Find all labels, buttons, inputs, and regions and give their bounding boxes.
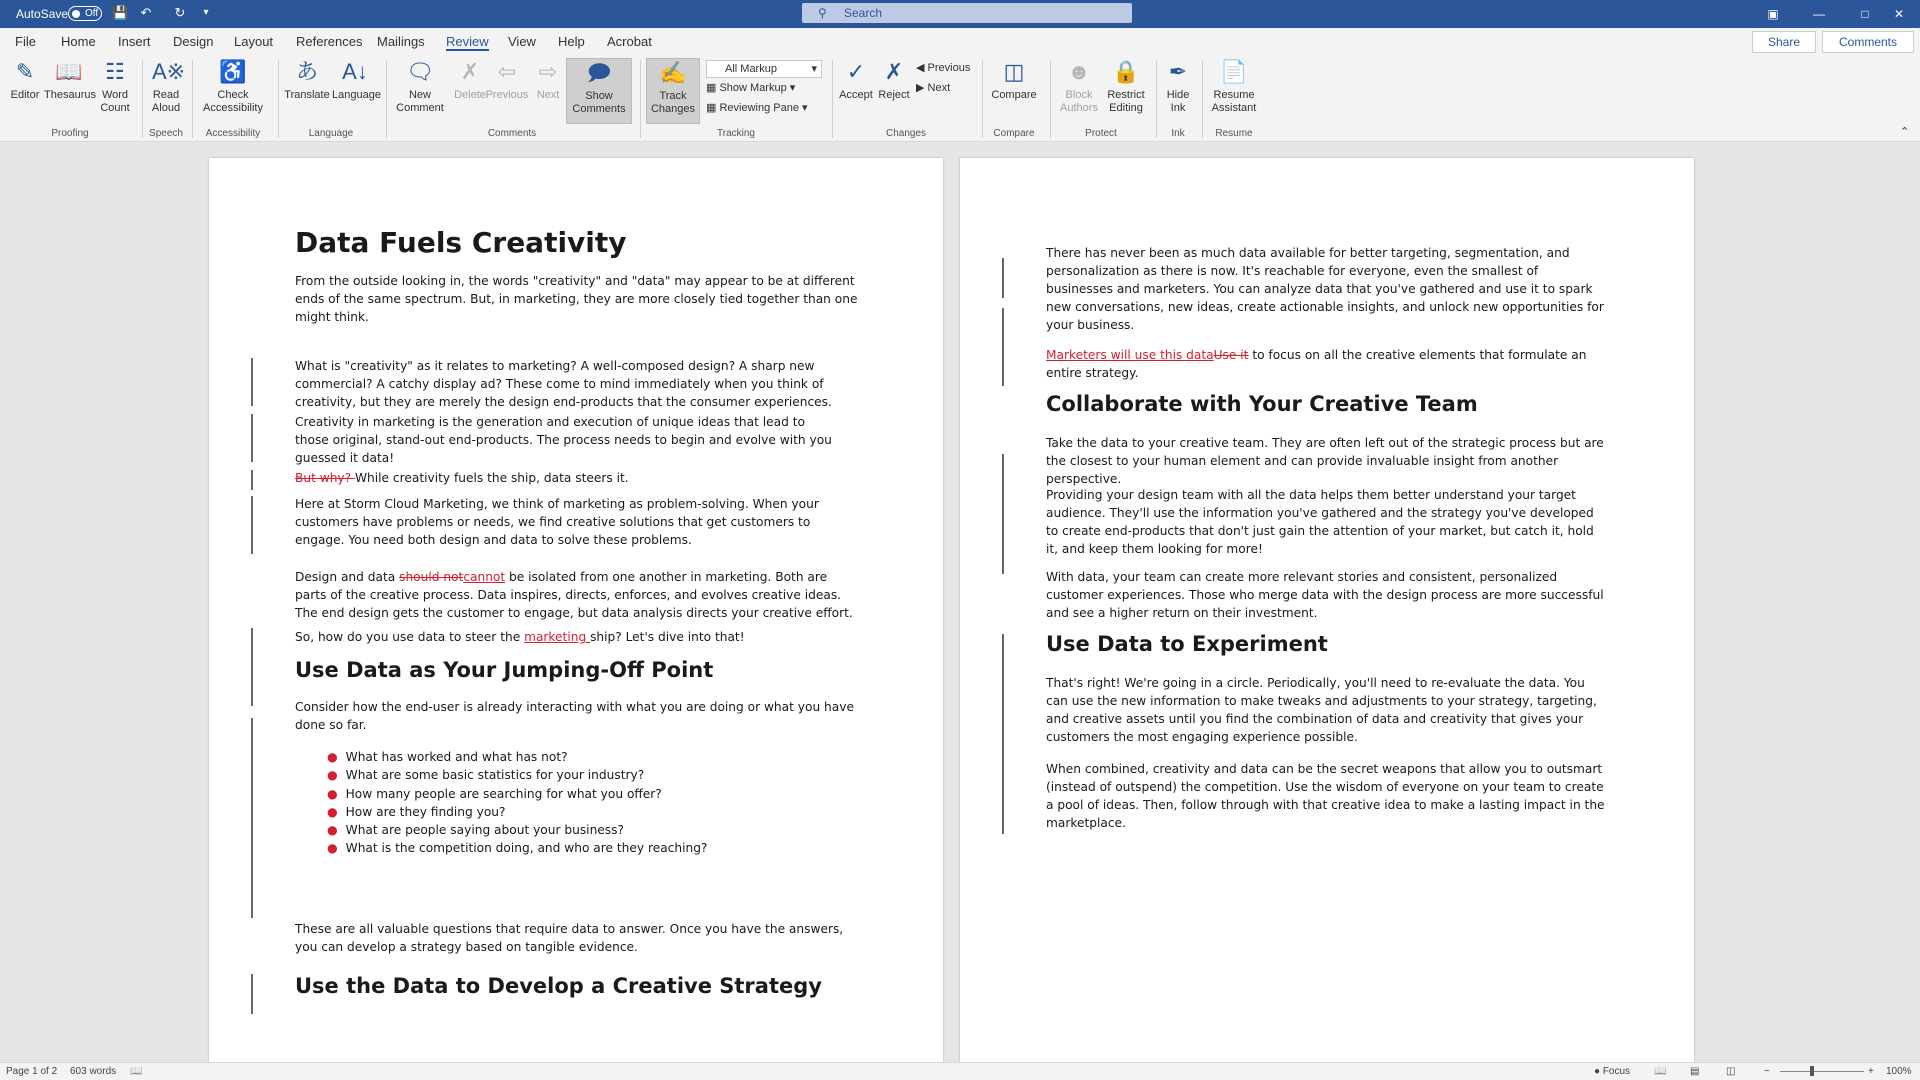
check-accessibility-button[interactable]: ♿ Check Accessibility bbox=[203, 59, 263, 114]
undo-icon[interactable]: ↶ bbox=[140, 5, 152, 20]
previous-comment-icon: ⇦ bbox=[497, 59, 517, 84]
change-bar bbox=[1002, 634, 1004, 834]
heading-jumping-off[interactable]: Use Data as Your Jumping-Off Point bbox=[295, 658, 714, 682]
language-icon: A↓ bbox=[342, 59, 368, 84]
comments-button[interactable]: Comments bbox=[1822, 31, 1914, 53]
tab-references[interactable]: References bbox=[296, 34, 363, 49]
compare-icon: ◫ bbox=[1003, 59, 1025, 84]
web-layout-icon[interactable]: ◫ bbox=[1726, 1066, 1736, 1077]
group-comments-label: Comments bbox=[487, 128, 537, 139]
block-authors-icon: ☻ bbox=[1067, 59, 1091, 84]
document-canvas bbox=[0, 142, 1920, 1062]
paragraph[interactable]: What is "creativity" as it relates to marketing? A well-composed design? A sharp new commercial? A catchy display ad? These come to mind immediately when you think of creativity, but they are merely the design end-products that the consumer experiences. bbox=[295, 359, 832, 409]
language-button[interactable]: A↓ Language bbox=[332, 59, 381, 101]
paragraph[interactable]: Providing your design team with all the data helps them better understand your target audience. They'll use the information you've gathered and the strategy you've developed to create end-products that don't just gain the attention of your market, but catch it, hold it, and keep them looking for more! bbox=[1046, 488, 1594, 556]
accessibility-icon: ♿ bbox=[219, 59, 247, 84]
paragraph[interactable]: With data, your team can create more relevant stories and consistent, personalized customer experiences. Those who merge data with the design process are more successful and see a higher return on their investment. bbox=[1046, 570, 1604, 620]
paragraph[interactable]: Marketers will use this dataUse it to focus on all the creative elements that formulate an entire strategy. bbox=[1046, 348, 1587, 380]
change-bar bbox=[251, 974, 253, 1014]
close-icon[interactable]: ✕ bbox=[1893, 7, 1905, 21]
tab-acrobat[interactable]: Acrobat bbox=[607, 34, 652, 49]
word-count-button[interactable]: ☷ Word Count bbox=[100, 59, 130, 114]
group-compare-label: Compare bbox=[993, 128, 1035, 139]
previous-comment-button[interactable]: ⇦ Previous bbox=[485, 59, 529, 101]
translate-icon: あ bbox=[295, 59, 318, 84]
list-item[interactable]: ● What are some basic statistics for your industry? bbox=[327, 768, 645, 783]
block-authors-button[interactable]: ☻ Block Authors bbox=[1060, 59, 1098, 114]
editor-icon: ✎ bbox=[15, 59, 35, 84]
bullet-icon: ● bbox=[327, 841, 338, 856]
divider bbox=[832, 60, 833, 138]
group-speech-label: Speech bbox=[149, 128, 183, 139]
tab-design[interactable]: Design bbox=[173, 34, 214, 49]
zoom-level[interactable]: 100% bbox=[1886, 1066, 1912, 1077]
page-2 bbox=[960, 158, 1694, 1062]
change-bar bbox=[251, 496, 253, 554]
tab-review[interactable]: Review bbox=[446, 34, 489, 49]
delete-comment-button[interactable]: ✗ Delete bbox=[454, 59, 486, 101]
deleted-text: Use it bbox=[1213, 348, 1249, 362]
bullet-icon: ● bbox=[327, 768, 338, 783]
restrict-editing-button[interactable]: 🔒 Restrict Editing bbox=[1107, 59, 1145, 114]
group-changes-label: Changes bbox=[885, 128, 927, 139]
customize-qat-icon[interactable]: ▾ bbox=[203, 7, 209, 18]
doc-title[interactable]: Data Fuels Creativity bbox=[295, 226, 627, 259]
bullet-icon: ● bbox=[327, 804, 338, 819]
paragraph[interactable]: Design and data should notcannot be isolated from one another in marketing. Both are parts of the creative process. Data inspires, directs, enforces, and evolves creative ideas. The end design gets the customer to engage, but data analysis directs your creative effort. bbox=[295, 570, 853, 620]
group-tracking-label: Tracking bbox=[717, 128, 755, 139]
paragraph[interactable]: Consider how the end-user is already interacting with what you are doing or what you have done so far. bbox=[295, 700, 854, 732]
chevron-down-icon: ▾ bbox=[811, 63, 817, 75]
previous-change-button[interactable]: ◀ Previous bbox=[916, 62, 971, 74]
change-bar bbox=[251, 628, 253, 706]
group-language-label: Language bbox=[308, 128, 354, 139]
change-bar bbox=[1002, 308, 1004, 386]
ribbon-display-icon[interactable]: ▣ bbox=[1767, 7, 1779, 21]
group-protect-label: Protect bbox=[1085, 128, 1117, 139]
search-icon: ⚲ bbox=[818, 6, 827, 20]
word-count-icon: ☷ bbox=[105, 59, 125, 84]
change-bar bbox=[251, 470, 253, 490]
delete-comment-icon: ✗ bbox=[460, 59, 480, 84]
tab-layout[interactable]: Layout bbox=[234, 34, 274, 49]
tab-home[interactable]: Home bbox=[61, 34, 96, 49]
next-change-button[interactable]: ▶ Next bbox=[916, 82, 951, 94]
ribbon-tabs bbox=[0, 28, 1920, 56]
page-1 bbox=[209, 158, 943, 1062]
next-comment-button[interactable]: ⇨ Next bbox=[530, 58, 566, 102]
tab-insert[interactable]: Insert bbox=[118, 34, 151, 49]
group-resume-label: Resume bbox=[1215, 128, 1253, 139]
track-changes-button[interactable]: ✍ Track Changes bbox=[646, 58, 700, 124]
reviewing-pane-button[interactable]: ▦ Reviewing Pane ▾ bbox=[706, 102, 808, 114]
reject-icon: ✗ bbox=[884, 59, 904, 84]
list-item[interactable]: ● How many people are searching for what you offer? bbox=[327, 786, 662, 801]
bullet-icon: ● bbox=[327, 786, 338, 801]
divider bbox=[1156, 60, 1157, 138]
change-bar bbox=[1002, 258, 1004, 298]
divider bbox=[278, 60, 279, 138]
hide-ink-button[interactable]: ✒ Hide Ink bbox=[1160, 58, 1196, 115]
paragraph[interactable]: Take the data to your creative team. They are often left out of the strategic process but are the closest to your human element and can provide invaluable insight from another perspective. bbox=[1046, 436, 1604, 486]
title-bar bbox=[0, 0, 1920, 28]
track-changes-icon: ✍ bbox=[659, 60, 687, 85]
bullet-list bbox=[305, 748, 845, 858]
inserted-text: marketing bbox=[524, 630, 591, 644]
list-item[interactable]: ● How are they finding you? bbox=[327, 804, 506, 819]
read-aloud-icon: A※ bbox=[152, 59, 186, 84]
heading-experiment[interactable]: Use Data to Experiment bbox=[1046, 632, 1328, 656]
zoom-out-icon[interactable]: − bbox=[1764, 1066, 1770, 1077]
paragraph[interactable]: So, how do you use data to steer the marketing ship? Let's dive into that! bbox=[295, 630, 745, 644]
bullet-icon: ● bbox=[327, 823, 338, 838]
list-item[interactable]: ● What are people saying about your business? bbox=[327, 823, 624, 838]
autosave-toggle[interactable]: Off bbox=[68, 6, 102, 21]
group-ink-label: Ink bbox=[1171, 128, 1185, 139]
word-count-indicator[interactable]: 603 words bbox=[70, 1066, 117, 1077]
thesaurus-button[interactable]: 📖 Thesaurus bbox=[44, 59, 96, 101]
paragraph[interactable]: From the outside looking in, the words "creativity" and "data" may appear to be at different ends of the same spectrum. But, in marketing, they are more closely tied together than one might think. bbox=[295, 274, 858, 324]
tab-mailings[interactable]: Mailings bbox=[377, 34, 425, 49]
show-comments-icon: 🗩 bbox=[586, 60, 612, 85]
tab-file[interactable]: File bbox=[15, 34, 36, 49]
read-mode-icon[interactable]: 📖 bbox=[1654, 1066, 1667, 1077]
list-item[interactable]: ● What has worked and what has not? bbox=[327, 750, 568, 764]
collapse-ribbon-icon[interactable]: ⌃ bbox=[1900, 126, 1910, 138]
paragraph[interactable]: That's right! We're going in a circle. Periodically, you'll need to re-evaluate the data. You can use the new information to make tweaks and adjustments to your strategy, targeting, and creative assets until you find the combination of data and creativity that gives your customers the most engaging experience possible. bbox=[1046, 676, 1597, 744]
divider bbox=[192, 60, 193, 138]
change-bar bbox=[251, 414, 253, 462]
next-comment-icon: ⇨ bbox=[538, 59, 558, 84]
deleted-text: But why? bbox=[295, 471, 355, 485]
zoom-slider-thumb[interactable] bbox=[1810, 1066, 1814, 1076]
deleted-text: should not bbox=[399, 570, 464, 584]
change-bar bbox=[251, 718, 253, 918]
divider bbox=[982, 60, 983, 138]
divider bbox=[1050, 60, 1051, 138]
page-indicator[interactable]: Page 1 of 2 bbox=[6, 1066, 58, 1077]
review-ribbon bbox=[0, 56, 1920, 142]
reject-button[interactable]: ✗ Reject bbox=[878, 59, 910, 101]
paragraph[interactable]: Creativity in marketing is the generation and execution of unique ideas that lead to those original, stand-out end-products. The process needs to begin and evolve with you guessed it data! bbox=[295, 415, 832, 465]
show-comments-button[interactable]: 🗩 Show Comments bbox=[566, 58, 632, 124]
heading-creative-strategy[interactable]: Use the Data to Develop a Creative Strategy bbox=[295, 974, 822, 998]
group-proofing-label: Proofing bbox=[51, 128, 89, 139]
zoom-slider[interactable] bbox=[1780, 1071, 1864, 1072]
markup-display-dropdown[interactable]: All Markup ▾ bbox=[706, 60, 822, 78]
paragraph[interactable]: These are all valuable questions that require data to answer. Once you have the answers, you can develop a strategy based on tangible evidence. bbox=[295, 922, 844, 954]
show-markup-button[interactable]: ▦ Show Markup ▾ bbox=[706, 82, 796, 94]
print-layout-icon[interactable]: ▤ bbox=[1690, 1066, 1700, 1077]
heading-collaborate[interactable]: Collaborate with Your Creative Team bbox=[1046, 392, 1478, 416]
status-bar bbox=[0, 1062, 1920, 1080]
minimize-icon[interactable]: — bbox=[1813, 7, 1825, 21]
paragraph[interactable]: Here at Storm Cloud Marketing, we think of marketing as problem-solving. When your customers have problems or needs, we find creative solutions that get customers to engage. You need both design and data to solve these problems. bbox=[295, 497, 819, 547]
share-button[interactable]: Share bbox=[1752, 31, 1816, 53]
lock-icon: 🔒 bbox=[1112, 59, 1140, 84]
resume-icon: 📄 bbox=[1220, 59, 1248, 84]
divider bbox=[640, 60, 641, 138]
paragraph[interactable]: But why? While creativity fuels the ship, data steers it. bbox=[295, 471, 629, 485]
bullet-icon: ● bbox=[327, 750, 338, 764]
inserted-text: cannot bbox=[463, 570, 506, 584]
inserted-text: Marketers will use this data bbox=[1046, 348, 1214, 362]
save-icon[interactable]: 💾 bbox=[112, 5, 129, 20]
ink-icon: ✒ bbox=[1168, 59, 1188, 84]
divider bbox=[386, 60, 387, 138]
focus-button[interactable]: ● Focus bbox=[1594, 1066, 1631, 1077]
accept-icon: ✓ bbox=[846, 59, 866, 84]
search-box[interactable]: ⚲ Search bbox=[802, 3, 1132, 23]
editor-button[interactable]: ✎ Editor bbox=[10, 59, 40, 101]
divider bbox=[142, 60, 143, 138]
accept-button[interactable]: ✓ Accept bbox=[839, 59, 873, 101]
maximize-icon[interactable]: □ bbox=[1861, 7, 1869, 21]
paragraph[interactable]: When combined, creativity and data can be the secret weapons that allow you to outsmart (instead of outspend) the competition. Use the wisdom of everyone on your team to create a pool of ideas. Then, follow through with that creative idea to make a lasting impact in the marketplace. bbox=[1046, 762, 1605, 830]
change-bar bbox=[251, 358, 253, 406]
autosave-label: AutoSave bbox=[16, 7, 69, 21]
tab-help[interactable]: Help bbox=[558, 34, 585, 49]
compare-button[interactable]: ◫ Compare bbox=[991, 59, 1037, 101]
new-comment-button[interactable]: 🗨 New Comment bbox=[396, 59, 444, 114]
zoom-in-icon[interactable]: + bbox=[1868, 1066, 1874, 1077]
new-comment-icon: 🗨 bbox=[406, 59, 434, 84]
proofing-icon[interactable]: 📖 bbox=[130, 1066, 143, 1077]
translate-button[interactable]: あ Translate bbox=[284, 59, 330, 101]
group-accessibility-label: Accessibility bbox=[205, 128, 261, 139]
read-aloud-button[interactable]: A※ Read Aloud bbox=[151, 59, 186, 114]
change-bar bbox=[1002, 454, 1004, 574]
paragraph[interactable]: There has never been as much data available for better targeting, segmentation, and personalization as there is now. It's reachable for everyone, even the smallest of businesses and marketers. You can analyze data that you've gathered and use it to spark new conversations, new ideas, create actionable insights, and unlock new opportunities for your business. bbox=[1046, 246, 1604, 332]
divider bbox=[1202, 60, 1203, 138]
redo-icon[interactable]: ↻ bbox=[174, 5, 186, 20]
resume-assistant-button[interactable]: 📄 Resume Assistant bbox=[1211, 59, 1257, 114]
book-icon: 📖 bbox=[55, 59, 83, 84]
list-item[interactable]: ● What is the competition doing, and who are they reaching? bbox=[327, 841, 708, 856]
tab-view[interactable]: View bbox=[508, 34, 536, 49]
